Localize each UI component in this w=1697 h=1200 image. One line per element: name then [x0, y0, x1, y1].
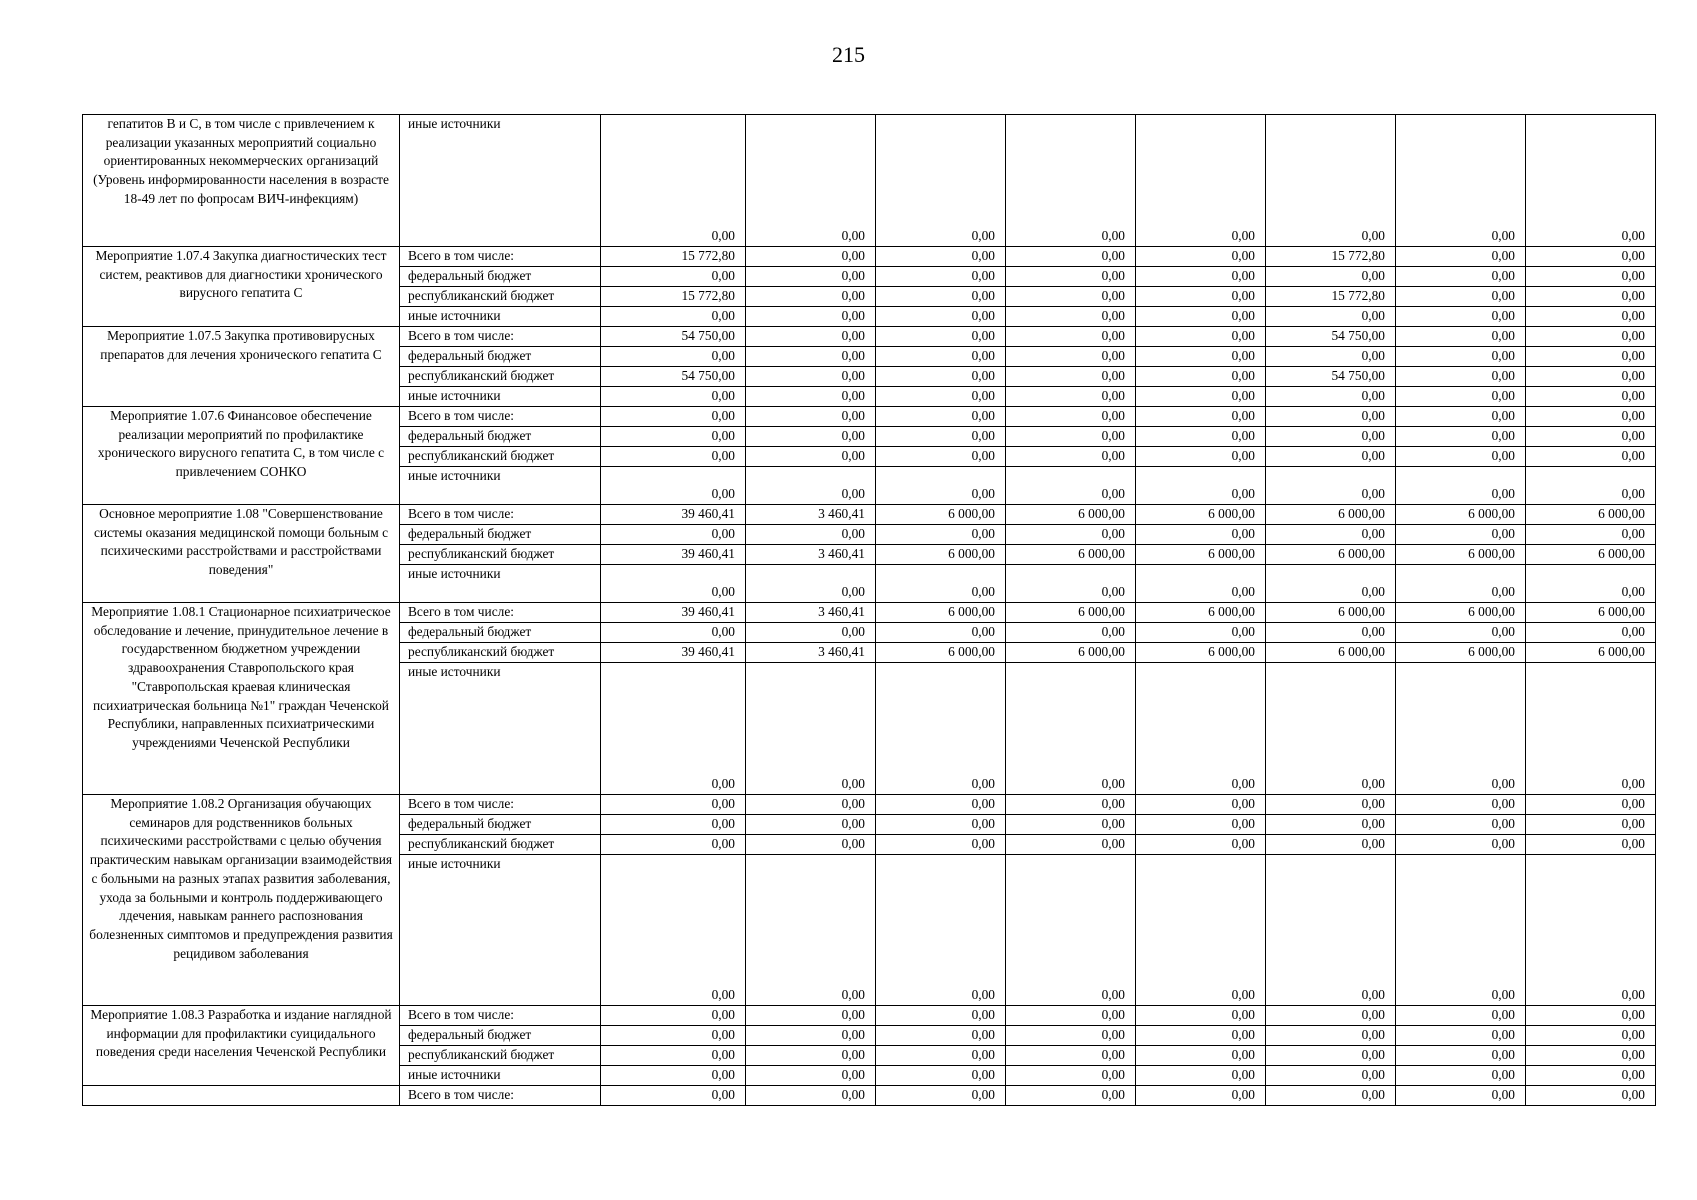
funding-source-cell: иные источники	[400, 115, 601, 247]
amount-cell: 0,00	[1526, 367, 1656, 387]
amount-cell: 0,00	[1526, 795, 1656, 815]
amount-cell: 6 000,00	[876, 505, 1006, 525]
amount-cell: 0,00	[1396, 565, 1526, 603]
amount-cell: 0,00	[1136, 427, 1266, 447]
funding-source-cell: Всего в том числе:	[400, 327, 601, 347]
amount-cell: 0,00	[601, 427, 746, 447]
amount-cell: 6 000,00	[1266, 603, 1396, 623]
amount-cell: 0,00	[1006, 115, 1136, 247]
amount-cell: 0,00	[1136, 1026, 1266, 1046]
amount-cell: 0,00	[1266, 347, 1396, 367]
amount-cell: 0,00	[746, 247, 876, 267]
funding-source-cell: Всего в том числе:	[400, 603, 601, 623]
amount-cell: 6 000,00	[1136, 545, 1266, 565]
table-row	[83, 115, 1656, 247]
amount-cell: 0,00	[876, 247, 1006, 267]
funding-source-cell: федеральный бюджет	[400, 623, 601, 643]
amount-cell: 0,00	[1006, 565, 1136, 603]
amount-cell: 0,00	[1006, 427, 1136, 447]
amount-cell: 0,00	[1396, 367, 1526, 387]
funding-source-cell: федеральный бюджет	[400, 347, 601, 367]
amount-cell: 0,00	[746, 1026, 876, 1046]
amount-cell: 6 000,00	[1266, 505, 1396, 525]
amount-cell: 6 000,00	[1396, 603, 1526, 623]
amount-cell: 0,00	[601, 565, 746, 603]
amount-cell: 15 772,80	[601, 287, 746, 307]
amount-cell: 0,00	[876, 565, 1006, 603]
amount-cell: 0,00	[746, 327, 876, 347]
amount-cell: 0,00	[1396, 525, 1526, 545]
amount-cell: 0,00	[1006, 1006, 1136, 1026]
amount-cell: 0,00	[876, 815, 1006, 835]
amount-cell: 0,00	[1136, 327, 1266, 347]
amount-cell: 0,00	[876, 855, 1006, 1006]
amount-cell: 3 460,41	[746, 603, 876, 623]
amount-cell: 0,00	[1266, 525, 1396, 545]
funding-source-cell: федеральный бюджет	[400, 525, 601, 545]
amount-cell: 0,00	[1006, 287, 1136, 307]
funding-source-cell: Всего в том числе:	[400, 247, 601, 267]
amount-cell: 0,00	[876, 367, 1006, 387]
amount-cell: 0,00	[876, 267, 1006, 287]
amount-cell: 6 000,00	[876, 545, 1006, 565]
amount-cell: 0,00	[601, 447, 746, 467]
amount-cell: 6 000,00	[1136, 505, 1266, 525]
amount-cell: 0,00	[1526, 835, 1656, 855]
amount-cell: 54 750,00	[1266, 327, 1396, 347]
amount-cell: 0,00	[1526, 1006, 1656, 1026]
amount-cell: 0,00	[746, 387, 876, 407]
amount-cell: 0,00	[1006, 623, 1136, 643]
amount-cell: 0,00	[1396, 427, 1526, 447]
amount-cell: 0,00	[746, 1046, 876, 1066]
amount-cell: 6 000,00	[1006, 643, 1136, 663]
amount-cell: 0,00	[1266, 1046, 1396, 1066]
amount-cell: 0,00	[1266, 427, 1396, 447]
amount-cell: 0,00	[601, 1026, 746, 1046]
amount-cell: 0,00	[1526, 1026, 1656, 1046]
amount-cell: 0,00	[601, 347, 746, 367]
amount-cell: 0,00	[1526, 307, 1656, 327]
table-row	[83, 1086, 1656, 1106]
amount-cell: 0,00	[1266, 1066, 1396, 1086]
table-row	[83, 327, 1656, 347]
activity-cell: гепатитов В и С, в том числе с привлечением к реализации указанных мероприятий социально ориентированных некоммерческих организаций (Уровень информированности населения в возрасте 18-49 лет по фопросам ВИЧ-инфекциям)	[83, 115, 400, 247]
amount-cell: 0,00	[746, 367, 876, 387]
amount-cell: 0,00	[1006, 835, 1136, 855]
amount-cell: 6 000,00	[1006, 505, 1136, 525]
amount-cell: 0,00	[1006, 1066, 1136, 1086]
amount-cell: 0,00	[1136, 307, 1266, 327]
funding-source-cell: республиканский бюджет	[400, 447, 601, 467]
amount-cell: 0,00	[876, 663, 1006, 795]
amount-cell: 6 000,00	[876, 603, 1006, 623]
funding-source-cell: республиканский бюджет	[400, 287, 601, 307]
amount-cell: 0,00	[601, 525, 746, 545]
amount-cell: 6 000,00	[1006, 603, 1136, 623]
amount-cell: 0,00	[1006, 267, 1136, 287]
amount-cell: 0,00	[601, 115, 746, 247]
amount-cell: 0,00	[876, 447, 1006, 467]
amount-cell: 0,00	[876, 427, 1006, 447]
activity-cell: Мероприятие 1.07.4 Закупка диагностических тест систем, реактивов для диагностики хронического вирусного гепатита С	[83, 247, 400, 327]
amount-cell: 0,00	[876, 795, 1006, 815]
amount-cell: 0,00	[1006, 855, 1136, 1006]
amount-cell: 6 000,00	[1266, 643, 1396, 663]
funding-source-cell: федеральный бюджет	[400, 427, 601, 447]
amount-cell: 0,00	[1266, 467, 1396, 505]
amount-cell: 0,00	[1006, 663, 1136, 795]
amount-cell: 0,00	[746, 287, 876, 307]
funding-source-cell: республиканский бюджет	[400, 545, 601, 565]
amount-cell: 0,00	[746, 1086, 876, 1106]
amount-cell: 0,00	[1136, 467, 1266, 505]
amount-cell: 0,00	[1266, 1006, 1396, 1026]
amount-cell: 15 772,80	[601, 247, 746, 267]
amount-cell: 0,00	[746, 795, 876, 815]
activity-cell: Мероприятие 1.08.1 Стационарное психиатрическое обследование и лечение, принудительное лечение в государственном бюджетном учреждении здравоохранения Ставропольского края "Ставропольская краевая клиническая психиатрическая больница №1" граждан Чеченской Республики, направленных психиатрическими учреждениями Чеченской Республики	[83, 603, 400, 795]
amount-cell: 0,00	[746, 347, 876, 367]
amount-cell: 0,00	[746, 663, 876, 795]
table-row	[83, 247, 1656, 267]
amount-cell: 0,00	[1266, 1026, 1396, 1046]
amount-cell: 0,00	[1396, 447, 1526, 467]
amount-cell: 0,00	[1266, 1086, 1396, 1106]
amount-cell: 0,00	[1396, 1006, 1526, 1026]
funding-source-cell: Всего в том числе:	[400, 795, 601, 815]
amount-cell: 6 000,00	[1136, 643, 1266, 663]
funding-source-cell: Всего в том числе:	[400, 505, 601, 525]
amount-cell: 0,00	[1136, 1066, 1266, 1086]
amount-cell: 0,00	[1006, 247, 1136, 267]
amount-cell: 0,00	[1526, 525, 1656, 545]
amount-cell: 0,00	[1396, 287, 1526, 307]
amount-cell: 0,00	[1526, 427, 1656, 447]
funding-source-cell: республиканский бюджет	[400, 643, 601, 663]
amount-cell: 0,00	[601, 1006, 746, 1026]
amount-cell: 0,00	[746, 267, 876, 287]
activity-cell: Мероприятие 1.07.5 Закупка противовирусных препаратов для лечения хронического гепатита С	[83, 327, 400, 407]
amount-cell: 15 772,80	[1266, 247, 1396, 267]
amount-cell: 0,00	[1266, 407, 1396, 427]
amount-cell: 0,00	[1006, 447, 1136, 467]
amount-cell: 0,00	[1006, 795, 1136, 815]
amount-cell: 0,00	[1396, 663, 1526, 795]
activity-cell: Мероприятие 1.07.6 Финансовое обеспечение реализации мероприятий по профилактике хронического вирусного гепатита С, в том числе с привлечением СОНКО	[83, 407, 400, 505]
amount-cell: 0,00	[746, 1006, 876, 1026]
amount-cell: 0,00	[1396, 387, 1526, 407]
table-row	[83, 603, 1656, 623]
amount-cell: 0,00	[1006, 525, 1136, 545]
amount-cell: 6 000,00	[876, 643, 1006, 663]
amount-cell: 0,00	[1136, 1006, 1266, 1026]
amount-cell: 0,00	[1006, 367, 1136, 387]
amount-cell: 0,00	[601, 267, 746, 287]
amount-cell: 0,00	[746, 447, 876, 467]
amount-cell: 0,00	[746, 815, 876, 835]
amount-cell: 0,00	[876, 467, 1006, 505]
amount-cell: 6 000,00	[1396, 505, 1526, 525]
amount-cell: 0,00	[1526, 115, 1656, 247]
amount-cell: 0,00	[601, 1086, 746, 1106]
amount-cell: 0,00	[1396, 267, 1526, 287]
amount-cell: 0,00	[746, 855, 876, 1006]
activity-cell: Мероприятие 1.08.3 Разработка и издание наглядной информации для профилактики суицидального поведения среди населения Чеченской Республики	[83, 1006, 400, 1086]
amount-cell: 39 460,41	[601, 603, 746, 623]
amount-cell: 0,00	[1526, 267, 1656, 287]
amount-cell: 0,00	[1006, 307, 1136, 327]
amount-cell: 0,00	[1266, 447, 1396, 467]
amount-cell: 0,00	[876, 387, 1006, 407]
amount-cell: 0,00	[1396, 855, 1526, 1006]
amount-cell: 3 460,41	[746, 505, 876, 525]
amount-cell: 0,00	[601, 815, 746, 835]
funding-source-cell: иные источники	[400, 565, 601, 603]
funding-source-cell: республиканский бюджет	[400, 835, 601, 855]
amount-cell: 0,00	[1136, 663, 1266, 795]
amount-cell: 0,00	[1006, 1026, 1136, 1046]
amount-cell: 0,00	[1136, 815, 1266, 835]
amount-cell: 0,00	[1266, 815, 1396, 835]
amount-cell: 0,00	[1396, 247, 1526, 267]
amount-cell: 0,00	[1526, 1066, 1656, 1086]
amount-cell: 6 000,00	[1266, 545, 1396, 565]
amount-cell: 0,00	[746, 115, 876, 247]
table-row	[83, 1006, 1656, 1026]
amount-cell: 0,00	[746, 407, 876, 427]
amount-cell: 0,00	[1396, 467, 1526, 505]
amount-cell: 0,00	[601, 1046, 746, 1066]
amount-cell: 0,00	[746, 467, 876, 505]
funding-source-cell: федеральный бюджет	[400, 815, 601, 835]
amount-cell: 0,00	[601, 623, 746, 643]
funding-source-cell: федеральный бюджет	[400, 267, 601, 287]
funding-source-cell: Всего в том числе:	[400, 1006, 601, 1026]
amount-cell: 0,00	[1136, 115, 1266, 247]
amount-cell: 54 750,00	[601, 367, 746, 387]
funding-source-cell: федеральный бюджет	[400, 1026, 601, 1046]
amount-cell: 0,00	[1136, 267, 1266, 287]
funding-source-cell: иные источники	[400, 387, 601, 407]
amount-cell: 0,00	[1526, 347, 1656, 367]
amount-cell: 0,00	[1006, 815, 1136, 835]
table-row	[83, 795, 1656, 815]
amount-cell: 0,00	[1526, 1086, 1656, 1106]
amount-cell: 0,00	[1396, 835, 1526, 855]
amount-cell: 0,00	[1526, 1046, 1656, 1066]
amount-cell: 0,00	[876, 1006, 1006, 1026]
amount-cell: 0,00	[1396, 795, 1526, 815]
amount-cell: 0,00	[1006, 407, 1136, 427]
amount-cell: 0,00	[1266, 387, 1396, 407]
amount-cell: 0,00	[601, 835, 746, 855]
amount-cell: 0,00	[1136, 407, 1266, 427]
amount-cell: 0,00	[746, 427, 876, 447]
amount-cell: 0,00	[1526, 815, 1656, 835]
amount-cell: 6 000,00	[1526, 643, 1656, 663]
amount-cell: 0,00	[746, 623, 876, 643]
amount-cell: 0,00	[1526, 247, 1656, 267]
amount-cell: 0,00	[876, 407, 1006, 427]
amount-cell: 0,00	[1526, 623, 1656, 643]
funding-source-cell: иные источники	[400, 663, 601, 795]
amount-cell: 0,00	[1136, 525, 1266, 545]
amount-cell: 0,00	[1526, 327, 1656, 347]
amount-cell: 0,00	[1266, 565, 1396, 603]
amount-cell: 0,00	[1136, 623, 1266, 643]
amount-cell: 0,00	[601, 307, 746, 327]
amount-cell: 0,00	[1136, 1086, 1266, 1106]
table-row	[83, 407, 1656, 427]
amount-cell: 0,00	[876, 327, 1006, 347]
amount-cell: 0,00	[601, 795, 746, 815]
activity-cell: Мероприятие 1.08.2 Организация обучающих семинаров для родственников больных психическими расстройствами с целью обучения практическим навыкам организации взаимодействия с больными на разных этапах развития заболевания, ухода за больными и контроль поддерживающего лдечения, навыкам раннего распознования болезненных симптомов и предупреждения развития рецидивом заболевания	[83, 795, 400, 1006]
amount-cell: 54 750,00	[601, 327, 746, 347]
activity-cell: Основное мероприятие 1.08 "Совершенствование системы оказания медицинской помощи больным с психическими расстройствами и расстройствами поведения"	[83, 505, 400, 603]
funding-source-cell: иные источники	[400, 1066, 601, 1086]
amount-cell: 0,00	[601, 467, 746, 505]
amount-cell: 0,00	[1396, 623, 1526, 643]
budget-table	[82, 114, 1656, 1106]
amount-cell: 15 772,80	[1266, 287, 1396, 307]
amount-cell: 0,00	[601, 407, 746, 427]
amount-cell: 0,00	[601, 387, 746, 407]
amount-cell: 0,00	[1396, 347, 1526, 367]
amount-cell: 0,00	[1526, 467, 1656, 505]
amount-cell: 6 000,00	[1526, 603, 1656, 623]
amount-cell: 0,00	[1526, 855, 1656, 1006]
amount-cell: 6 000,00	[1526, 545, 1656, 565]
amount-cell: 0,00	[1006, 327, 1136, 347]
amount-cell: 39 460,41	[601, 505, 746, 525]
page-number: 215	[832, 42, 865, 67]
amount-cell: 0,00	[876, 1046, 1006, 1066]
amount-cell: 0,00	[1266, 307, 1396, 327]
amount-cell: 0,00	[1136, 347, 1266, 367]
funding-source-cell: иные источники	[400, 307, 601, 327]
amount-cell: 0,00	[746, 835, 876, 855]
amount-cell: 0,00	[876, 1086, 1006, 1106]
amount-cell: 0,00	[1396, 115, 1526, 247]
amount-cell: 0,00	[1396, 1086, 1526, 1106]
amount-cell: 0,00	[876, 347, 1006, 367]
amount-cell: 3 460,41	[746, 545, 876, 565]
amount-cell: 0,00	[746, 565, 876, 603]
amount-cell: 0,00	[1526, 663, 1656, 795]
amount-cell: 0,00	[1396, 815, 1526, 835]
amount-cell: 39 460,41	[601, 643, 746, 663]
amount-cell: 6 000,00	[1396, 643, 1526, 663]
amount-cell: 0,00	[746, 1066, 876, 1086]
amount-cell: 0,00	[1136, 1046, 1266, 1066]
amount-cell: 6 000,00	[1526, 505, 1656, 525]
amount-cell: 0,00	[876, 287, 1006, 307]
amount-cell: 54 750,00	[1266, 367, 1396, 387]
funding-source-cell: республиканский бюджет	[400, 367, 601, 387]
amount-cell: 0,00	[1396, 307, 1526, 327]
amount-cell: 0,00	[1266, 795, 1396, 815]
funding-source-cell: Всего в том числе:	[400, 1086, 601, 1106]
amount-cell: 6 000,00	[1396, 545, 1526, 565]
amount-cell: 0,00	[1136, 287, 1266, 307]
amount-cell: 0,00	[1006, 467, 1136, 505]
amount-cell: 0,00	[1526, 407, 1656, 427]
amount-cell: 0,00	[876, 623, 1006, 643]
amount-cell: 0,00	[1396, 327, 1526, 347]
amount-cell: 0,00	[1266, 835, 1396, 855]
table-row	[83, 505, 1656, 525]
amount-cell: 0,00	[1266, 115, 1396, 247]
budget-table-body	[83, 115, 1656, 1106]
amount-cell: 3 460,41	[746, 643, 876, 663]
funding-source-cell: Всего в том числе:	[400, 407, 601, 427]
amount-cell: 6 000,00	[1136, 603, 1266, 623]
amount-cell: 0,00	[1136, 855, 1266, 1006]
amount-cell: 0,00	[876, 307, 1006, 327]
amount-cell: 0,00	[1396, 1026, 1526, 1046]
amount-cell: 0,00	[601, 1066, 746, 1086]
amount-cell: 0,00	[601, 855, 746, 1006]
amount-cell: 0,00	[1396, 1046, 1526, 1066]
amount-cell: 0,00	[1526, 387, 1656, 407]
amount-cell: 0,00	[876, 525, 1006, 545]
amount-cell: 0,00	[746, 307, 876, 327]
amount-cell: 0,00	[876, 1066, 1006, 1086]
amount-cell: 0,00	[746, 525, 876, 545]
amount-cell: 0,00	[1396, 1066, 1526, 1086]
amount-cell: 0,00	[1136, 795, 1266, 815]
amount-cell: 39 460,41	[601, 545, 746, 565]
activity-cell	[83, 1086, 400, 1106]
amount-cell: 0,00	[1266, 663, 1396, 795]
amount-cell: 0,00	[601, 663, 746, 795]
funding-source-cell: иные источники	[400, 855, 601, 1006]
amount-cell: 0,00	[1266, 623, 1396, 643]
amount-cell: 0,00	[1136, 447, 1266, 467]
amount-cell: 0,00	[1136, 835, 1266, 855]
amount-cell: 0,00	[1266, 267, 1396, 287]
amount-cell: 0,00	[1526, 447, 1656, 467]
funding-source-cell: иные источники	[400, 467, 601, 505]
amount-cell: 0,00	[1526, 565, 1656, 603]
amount-cell: 0,00	[1006, 1046, 1136, 1066]
amount-cell: 0,00	[1136, 247, 1266, 267]
amount-cell: 6 000,00	[1006, 545, 1136, 565]
funding-source-cell: республиканский бюджет	[400, 1046, 601, 1066]
amount-cell: 0,00	[1006, 387, 1136, 407]
amount-cell: 0,00	[1266, 855, 1396, 1006]
amount-cell: 0,00	[876, 115, 1006, 247]
amount-cell: 0,00	[1396, 407, 1526, 427]
amount-cell: 0,00	[1136, 367, 1266, 387]
amount-cell: 0,00	[1526, 287, 1656, 307]
amount-cell: 0,00	[1006, 347, 1136, 367]
amount-cell: 0,00	[876, 835, 1006, 855]
amount-cell: 0,00	[1136, 387, 1266, 407]
amount-cell: 0,00	[1136, 565, 1266, 603]
amount-cell: 0,00	[876, 1026, 1006, 1046]
amount-cell: 0,00	[1006, 1086, 1136, 1106]
